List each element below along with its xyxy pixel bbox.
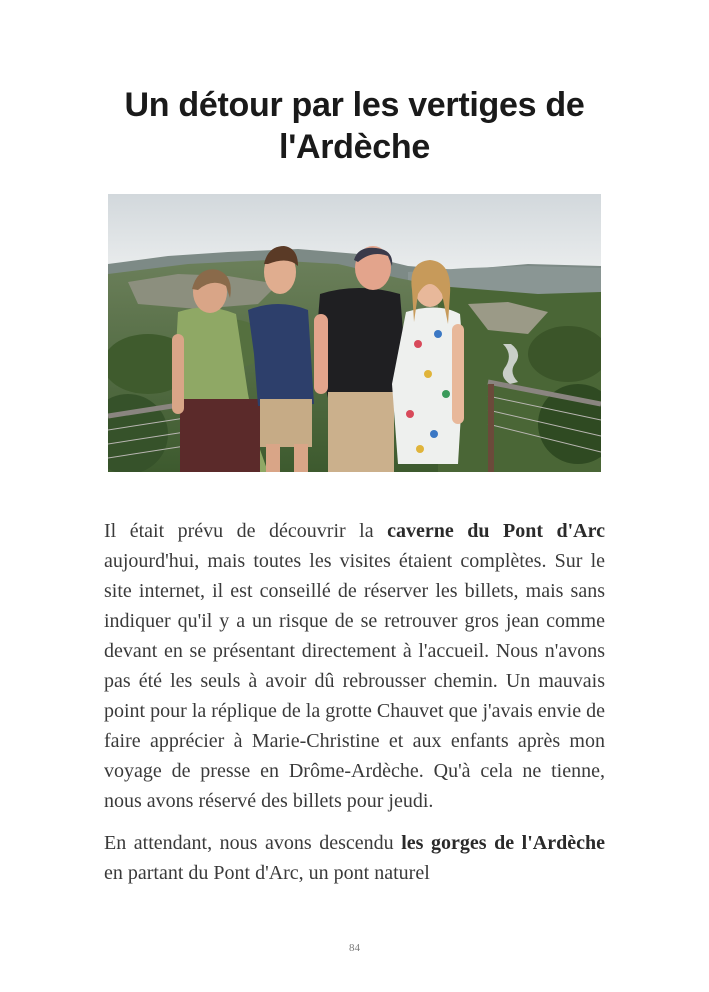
paragraph-2 xyxy=(104,828,605,888)
paragraph-1-intro: Il était prévu de découvrir la xyxy=(104,520,388,542)
paragraph-1-rest: aujourd'hui, mais toutes les visites étaient complètes. Sur le site internet, il est conseillé de réserver les billets, mais sans indiquer qu'il y a un risque de se retrouver gros jean comme devant en se présentant directement à l'accueil. Nous n'avons pas été les seuls à avoir dû rebrousser chemin. Un mauvais point pour la réplique de la grotte Chauvet que j'avais envie de faire apprécier à Marie-Christine et aux enfants après mon voyage de presse en Drôme-Ardèche. Qu'à cela ne tienne, nous avons réservé des billets pour jeudi. xyxy=(104,550,605,812)
family-photo-gorges xyxy=(108,194,601,472)
paragraph-2-intro: En attendant, nous avons descendu xyxy=(104,832,402,854)
paragraph-2-rest: en partant du Pont d'Arc, un pont naturel xyxy=(104,862,430,884)
paragraph-1 xyxy=(104,516,605,816)
page-number: 84 xyxy=(349,942,360,954)
paragraph-1-bold: caverne du Pont d'Arc xyxy=(387,520,605,542)
page-title: Un détour par les vertiges de l'Ardèche xyxy=(124,86,585,166)
paragraph-2-bold: les gorges de l'Ardèche xyxy=(401,832,605,854)
article-body xyxy=(104,516,605,900)
